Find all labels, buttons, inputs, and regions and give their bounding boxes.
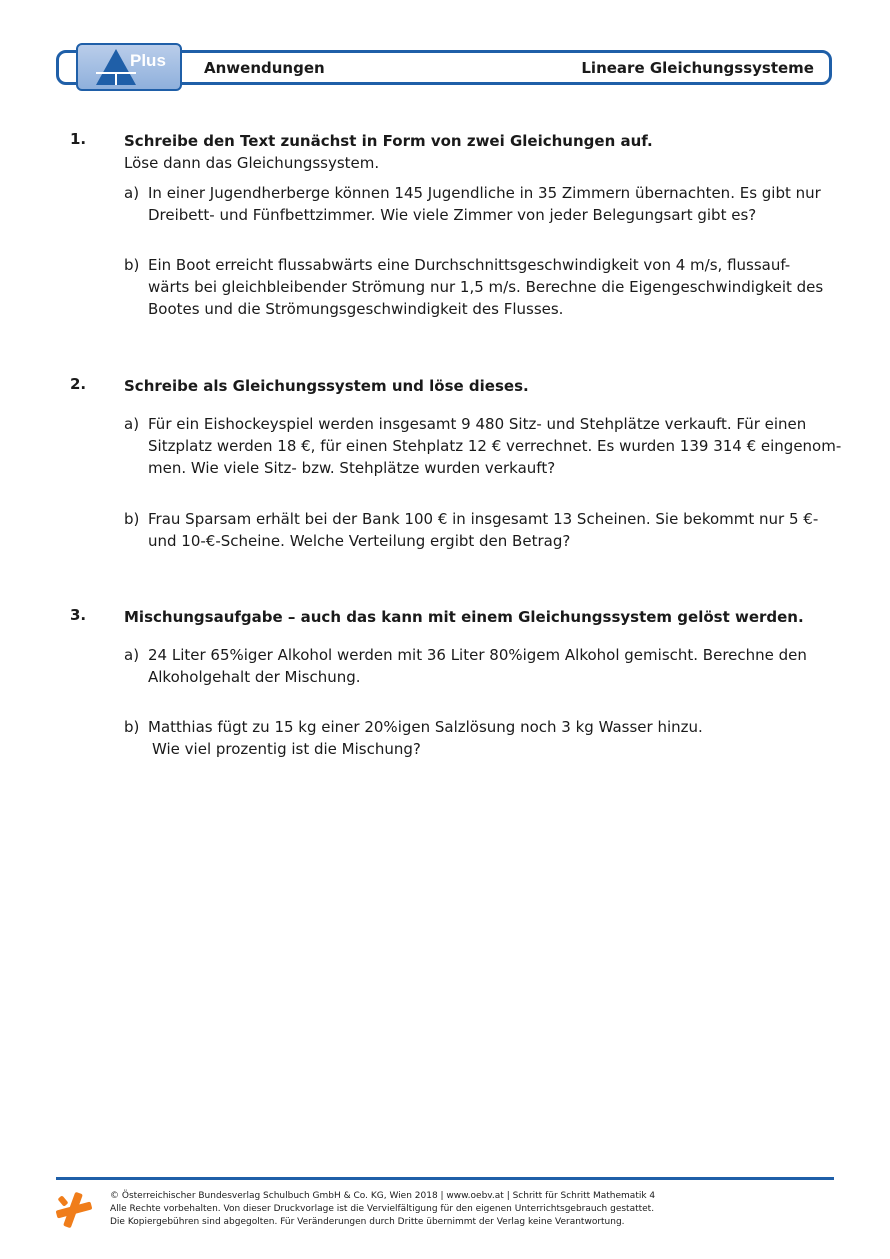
item-line: Für ein Eishockeyspiel werden insgesamt 9 480 Sitz- und Stehplätze verkauft. Für einen — [148, 415, 807, 433]
item-line: und 10-€-Scheine. Welche Verteilung ergibt den Betrag? — [148, 532, 571, 550]
item-line: wärts bei gleichbleibender Strömung nur 1,5 m/s. Berechne die Eigengeschwindigkeit des — [148, 278, 824, 296]
item-label: a) — [124, 646, 140, 664]
footer-line: Die Kopiergebühren sind abgegolten. Für Veränderungen durch Dritte übernimmt der Verlag keine Verantwortung. — [110, 1217, 625, 1227]
item-line: Wie viel prozentig ist die Mischung? — [152, 740, 421, 758]
item-line: men. Wie viele Sitz- bzw. Stehplätze wurden verkauft? — [148, 459, 556, 477]
item-line: In einer Jugendherberge können 145 Jugendliche in 35 Zimmern übernachten. Es gibt nur — [148, 184, 821, 202]
task-number: 1. — [70, 130, 87, 148]
item-line: Ein Boot erreicht flussabwärts eine Durchschnittsgeschwindigkeit von 4 m/s, flussauf- — [148, 256, 791, 274]
item-line: Bootes und die Strömungsgeschwindigkeit des Flusses. — [148, 300, 564, 318]
task-number: 2. — [70, 375, 87, 393]
plus-logo — [76, 43, 182, 91]
task-subtitle: Löse dann das Gleichungssystem. — [124, 154, 380, 172]
item-label: b) — [124, 718, 140, 736]
item-line: Matthias fügt zu 15 kg einer 20%igen Salzlösung noch 3 kg Wasser hinzu. — [148, 718, 703, 736]
item-line: Dreibett- und Fünfbettzimmer. Wie viele Zimmer von jeder Belegungsart gibt es? — [148, 206, 757, 224]
item-line: Frau Sparsam erhält bei der Bank 100 € in insgesamt 13 Scheinen. Sie bekommt nur 5 €- — [148, 510, 819, 528]
item-label: a) — [124, 415, 140, 433]
task-title: Schreibe als Gleichungssystem und löse dieses. — [124, 377, 529, 395]
publisher-logo-icon — [54, 1190, 94, 1230]
item-label: b) — [124, 256, 140, 274]
footer-line: © Österreichischer Bundesverlag Schulbuch GmbH & Co. KG, Wien 2018 | www.oebv.at | Schritt für Schritt Mathematik 4 — [110, 1191, 656, 1201]
footer-line: Alle Rechte vorbehalten. Von dieser Druckvorlage ist die Vervielfältigung für den eigenen Unterrichtsgebrauch gestattet. — [110, 1204, 655, 1214]
section-title: Anwendungen — [204, 59, 325, 77]
topic-title: Lineare Gleichungssysteme — [581, 59, 814, 77]
item-line: 24 Liter 65%iger Alkohol werden mit 36 Liter 80%igem Alkohol gemischt. Berechne den — [148, 646, 807, 664]
task-title: Mischungsaufgabe – auch das kann mit einem Gleichungssystem gelöst werden. — [124, 608, 804, 626]
footer-text — [110, 1190, 655, 1229]
footer-rule — [56, 1177, 834, 1180]
item-label: a) — [124, 184, 140, 202]
item-line: Sitzplatz werden 18 €, für einen Stehplatz 12 € verrechnet. Es wurden 139 314 € eingenom- — [148, 437, 842, 455]
logo-text: Plus — [130, 51, 166, 70]
item-label: b) — [124, 510, 140, 528]
item-line: Alkoholgehalt der Mischung. — [148, 668, 361, 686]
task-title: Schreibe den Text zunächst in Form von zwei Gleichungen auf. — [124, 132, 653, 150]
task-number: 3. — [70, 606, 87, 624]
